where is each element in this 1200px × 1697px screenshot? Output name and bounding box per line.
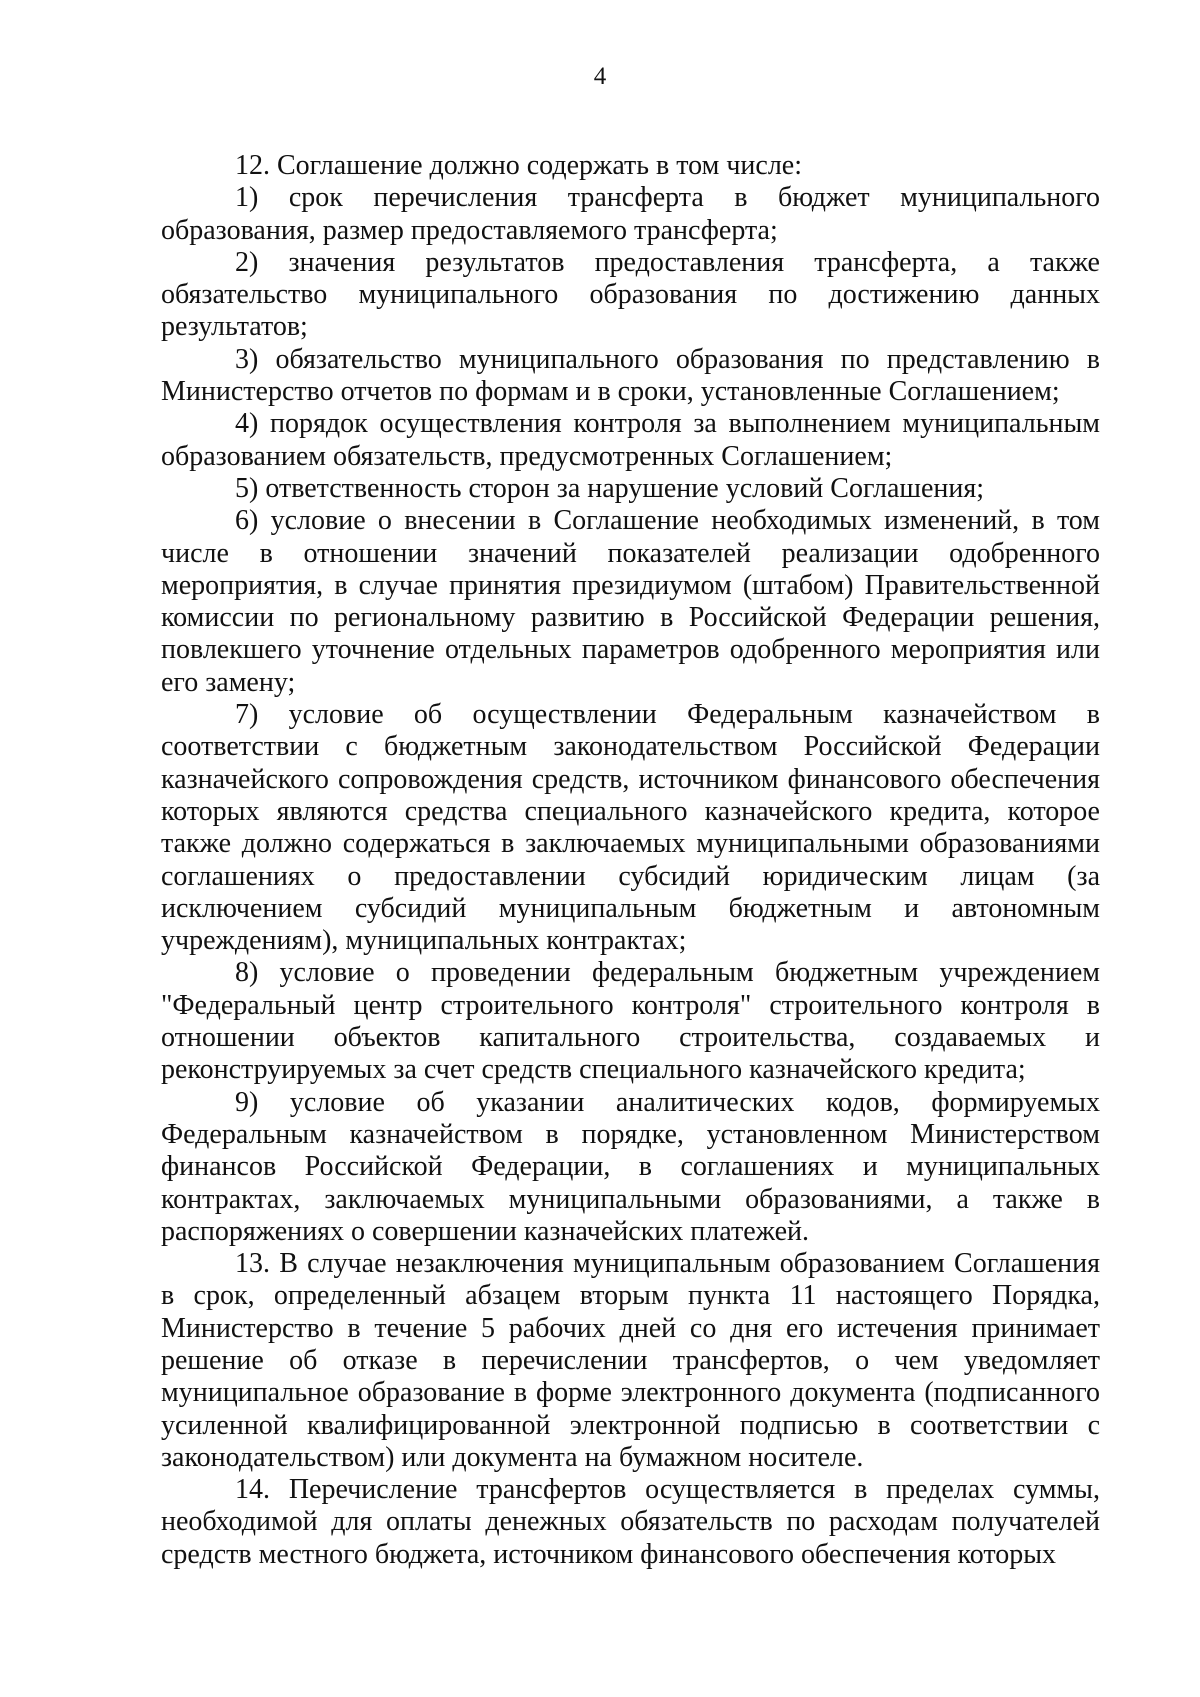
paragraph-12-item-7: 7) условие об осуществлении Федеральным казначейством в соответствии с бюджетным законодательством Российской Федерации казначейского сопровождения средств, источником финансового обеспечения которых являются средства специального казначейского кредита, которое также должно содержаться в заключаемых муниципальными образованиями соглашениях о предоставлении субсидий юридическим лицам (за исключением субсидий муниципальным бюджетным и автономным учреждениям), муниципальных контрактах; [161, 699, 1100, 957]
page-number: 4 [593, 63, 607, 90]
paragraph-12-item-9: 9) условие об указании аналитических кодов, формируемых Федеральным казначейством в порядке, установленном Министерством финансов Российской Федерации, в соглашениях и муниципальных контрактах, заключаемых муниципальными образованиями, а также в распоряжениях о совершении казначейских платежей. [161, 1086, 1100, 1247]
paragraph-13: 13. В случае незаключения муниципальным образованием Соглашения в срок, определенный абзацем вторым пункта 11 настоящего Порядка, Министерство в течение 5 рабочих дней со дня его истечения принимает решение об отказе в перечислении трансфертов, о чем уведомляет муниципальное образование в форме электронного документа (подписанного усиленной квалифицированной электронной подписью в соответствии с законодательством) или документа на бумажном носителе. [161, 1248, 1100, 1473]
paragraph-12-intro: 12. Соглашение должно содержать в том числе: [235, 150, 802, 181]
paragraph-12-item-8: 8) условие о проведении федеральным бюджетным учреждением "Федеральный центр строительного контроля" строительного контроля в отношении объектов капитального строительства, создаваемых и реконструируемых за счет средств специального казначейского кредита; [161, 957, 1100, 1086]
paragraph-12-item-2: 2) значения результатов предоставления трансферта, а также обязательство муниципального образования по достижению данных результатов; [161, 246, 1100, 343]
document-body [161, 150, 1100, 1571]
paragraph-12-item-6: 6) условие о внесении в Соглашение необходимых изменений, в том числе в отношении значений показателей реализации одобренного мероприятия, в случае принятия президиумом (штабом) Правительственной комиссии по региональному развитию в Российской Федерации решения, повлекшего уточнение отдельных параметров одобренного мероприятия или его замену; [161, 505, 1100, 698]
paragraph-14: 14. Перечисление трансфертов осуществляется в пределах суммы, необходимой для оплаты денежных обязательств по расходам получателей средств местного бюджета, источником финансового обеспечения которых [161, 1474, 1100, 1570]
paragraph-12-item-5: 5) ответственность сторон за нарушение условий Соглашения; [235, 472, 985, 504]
paragraph-12-item-3: 3) обязательство муниципального образования по представлению в Министерство отчетов по формам и в сроки, установленные Соглашением; [161, 343, 1100, 408]
paragraph-12-item-1: 1) срок перечисления трансферта в бюджет муниципального образования, размер предоставляемого трансферта; [161, 182, 1100, 246]
paragraph-12-item-4: 4) порядок осуществления контроля за выполнением муниципальным образованием обязательств, предусмотренных Соглашением; [161, 408, 1100, 472]
